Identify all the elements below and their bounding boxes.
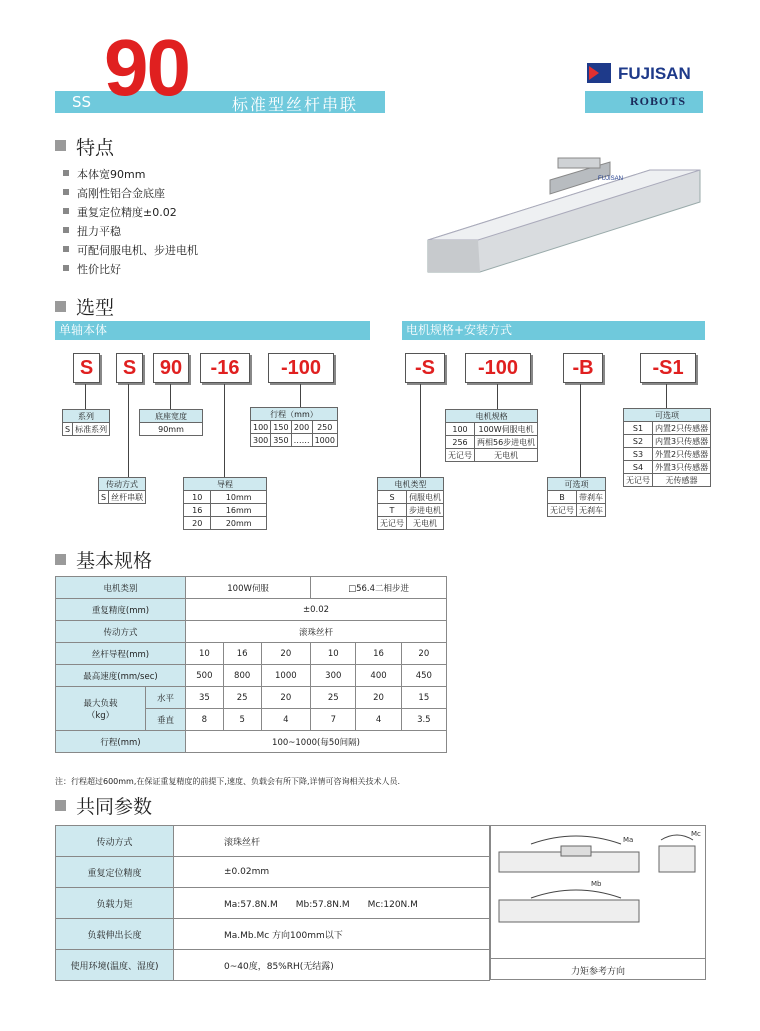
- code-brake: -B: [563, 353, 603, 383]
- feature-item: 重复定位精度±0.02: [63, 204, 177, 220]
- connector: [666, 384, 667, 408]
- connector: [128, 384, 129, 478]
- connector: [300, 384, 301, 407]
- section-marker-icon: [55, 301, 66, 312]
- mb-label: Mb: [591, 880, 602, 888]
- common-param-table: 传动方式 滚珠丝杆 重复定位精度 ±0.02mm 负载力矩 Ma:57.8N.M Mb:57.8N.M Mc:120N.M 负载伸出长度 Ma.Mb.Mc 方向100mm以下 使用环境(温度、湿度) 0~40度，85%RH(无结露): [55, 825, 490, 981]
- series-table: 系列 S 标准系列: [62, 409, 110, 436]
- moment-diagram: [491, 826, 705, 954]
- connector: [170, 384, 171, 409]
- code-drive: S: [116, 353, 143, 383]
- model-number: 90: [104, 23, 189, 112]
- svg-text:FUJISAN: FUJISAN: [598, 176, 624, 182]
- model-prefix: SS: [72, 93, 92, 111]
- brand-tagline: ROBOTS: [630, 94, 687, 108]
- product-title: 标准型丝杆串联: [232, 95, 359, 114]
- connector: [85, 384, 86, 409]
- single-axis-bar: 单轴本体: [55, 321, 370, 340]
- connector: [420, 384, 421, 478]
- specs-title: 基本规格: [76, 550, 153, 572]
- feature-item: 扭力平稳: [63, 223, 121, 239]
- code-motor-type: -S: [405, 353, 445, 383]
- feature-item: 高刚性铝合金底座: [63, 185, 165, 201]
- motor-spec-bar: 电机规格+安装方式: [402, 321, 705, 340]
- connector: [497, 384, 498, 409]
- brake-table: 可选项 B 带刹车 无记号 无刹车: [547, 477, 606, 517]
- moment-diagram-box: [490, 825, 706, 980]
- drive-table: 传动方式 S 丝杆串联: [98, 477, 146, 504]
- connector: [580, 384, 581, 478]
- motor-spec-table: 电机规格 100 100W伺服电机 256 两相56步进电机 无记号 无电机: [445, 409, 538, 462]
- feature-item: 本体宽90mm: [63, 166, 145, 182]
- code-sensor: -S1: [640, 353, 696, 383]
- code-width: 90: [153, 353, 189, 383]
- section-marker-icon: [55, 140, 66, 151]
- product-image: [410, 140, 710, 280]
- code-motor-spec: -100: [465, 353, 531, 383]
- motor-type-table: 电机类型 S 伺服电机 T 步进电机 无记号 无电机: [377, 477, 444, 530]
- feature-item: 性价比好: [63, 261, 121, 277]
- base-width-table: 底座宽度 90mm: [139, 409, 203, 436]
- spec-note: 注：行程超过600mm,在保证重复精度的前提下,速度、负载会有所下降,详情可咨询相关技术人员.: [55, 777, 401, 786]
- selection-title: 选型: [76, 297, 115, 319]
- features-title: 特点: [76, 137, 115, 159]
- stroke-table: 行程（mm） 100 150 200 250 300 350 …… 1000: [250, 407, 338, 447]
- diagram-caption: 力矩参考方向: [491, 958, 705, 984]
- connector: [224, 384, 225, 478]
- code-lead: -16: [200, 353, 250, 383]
- feature-item: 可配伺服电机、步进电机: [63, 242, 198, 258]
- mc-label: Mc: [691, 830, 701, 838]
- lead-table: 导程 10 10mm 16 16mm 20 20mm: [183, 477, 267, 530]
- basic-spec-table: 电机类别 100W伺服 □56.4二相步进 重复精度(mm) ±0.02 传动方式 滚珠丝杆 丝杆导程(mm) 10 16 20 10 16 20 最高速度(mm/sec) 500 800 1000 300 400 450 最大负载 （kg） 水平 35 25 20 25 20 15 垂直 8 5 4 7 4 3.5 行程(mm) 100~1000(每50间隔): [55, 576, 447, 753]
- brand-name: FUJISAN: [618, 64, 691, 83]
- code-series: S: [73, 353, 100, 383]
- code-stroke: -100: [268, 353, 334, 383]
- common-title: 共同参数: [76, 796, 153, 818]
- ma-label: Ma: [623, 836, 634, 844]
- spec-label: 电机类别: [56, 577, 186, 599]
- section-marker-icon: [55, 800, 66, 811]
- brand-logo-icon: [587, 63, 611, 83]
- sensor-table: 可选项 S1 内置2只传感器 S2 内置3只传感器 S3 外置2只传感器 S4 外置3只传感器 无记号 无传感器: [623, 408, 711, 487]
- section-marker-icon: [55, 554, 66, 565]
